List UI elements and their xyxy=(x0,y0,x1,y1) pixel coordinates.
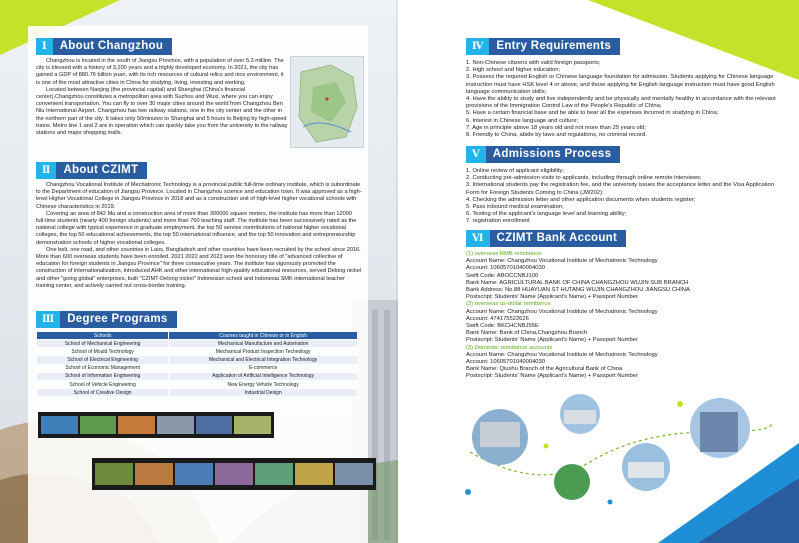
table-row xyxy=(37,348,358,356)
list-item: 6. Testing of the applicant's language level and learning ability; xyxy=(466,211,627,218)
photo-frame xyxy=(234,416,271,434)
section-title: CZIMT Bank Account xyxy=(490,230,627,247)
list-item: 8. Friendly to China, abide by laws and regulations, no criminal record. xyxy=(466,132,647,139)
photo-frame xyxy=(135,463,173,485)
remittance-heading: (1) overseas RMB remittance xyxy=(466,251,542,257)
paragraph: Covering an area of 842 Mu and a construction area of more than 300000 square meters, the institute has more than 12000 full-time students (nearly 400 foreign students) and more than 760 teaching staff. The institute has been successively rated as the national college with typical experience in graduate employment, the top 50 service contributions of national higher vocational colleges, the top 50 educational achievements, the top 50 international influence, and the top 50 innovation and entrepreneurship demonstration schools of higher vocational colleges. xyxy=(36,210,357,246)
course-cell: New Energy Vehicle Technology xyxy=(169,380,358,388)
table-row xyxy=(37,364,358,372)
degree-programs-table xyxy=(36,331,358,397)
school-cell: School of Vehicle Engineering xyxy=(37,380,169,388)
school-cell: School of Creative Design xyxy=(37,389,169,397)
account-line: Account Name: Changzhou Vocational Institute of Mechatronic Technology xyxy=(466,258,658,265)
table-row xyxy=(37,356,358,364)
section-title: Degree Programs xyxy=(60,311,176,328)
account-line: Swift Code: ABOCCNBJ100 xyxy=(466,272,539,279)
list-item: 1. Online review of applicant eligibility; xyxy=(466,168,564,174)
school-cell: School of Information Engineering xyxy=(37,372,169,380)
photo-frame xyxy=(295,463,333,485)
photo-film-strip-top xyxy=(38,412,274,438)
table-row xyxy=(37,380,358,388)
account-line: Account Name: Changzhou Vocational Institute of Mechatronic Technology xyxy=(466,308,658,315)
table-row xyxy=(37,372,358,380)
list-item: 3. International students pay the registration fee, and the university issues the acceptance letter and the Visa Application Form for Foreign Students Coming to China (JW202); xyxy=(466,182,774,196)
list-item: 7. registration enrollment xyxy=(466,218,530,225)
course-cell: Mechanical and Electrical Integration Technology xyxy=(169,356,358,364)
photo-frame xyxy=(41,416,78,434)
photo-frame xyxy=(215,463,253,485)
account-line: Account: 10605701040004030 xyxy=(466,265,545,272)
about-changzhou-text xyxy=(36,58,288,137)
list-item: 1. Non-Chinese citizens with valid foreign passports; xyxy=(466,60,601,66)
photo-frame xyxy=(95,463,133,485)
account-line: Bank Name: Qiushu Branch of the Agricultural Bank of China xyxy=(466,366,623,373)
account-line: Postscript: Students' Name (Applicant's Name) + Passport Number xyxy=(466,373,638,380)
left-page xyxy=(0,0,398,543)
list-item: 3. Possess the required English or Chinese language foundation for admission. Students applying for Chinese language instruction must have HSK level 4 or above, and those applying for English language instruction must have good English language communication skills; xyxy=(466,74,775,95)
section-degree-programs-heading xyxy=(36,311,177,328)
school-cell: School of Mould Technology xyxy=(37,348,169,356)
remittance-heading: (2) overseas us-dollar remittance xyxy=(466,301,551,308)
list-item: 6. Interest in Chinese language and culture; xyxy=(466,117,579,124)
account-line: Bank Name: AGRICULTURAL BANK OF CHINA CHANGZHOU WUJIN SUB BRANCH xyxy=(466,279,689,286)
photo-frame xyxy=(175,463,213,485)
account-line: Bank Name: Bank of China,Changzhou Branch xyxy=(466,330,588,337)
section-title: Entry Requirements xyxy=(489,38,620,55)
paragraph: One belt, one road, and other countries in Laos, Bangladesh and other countries have been recruited by the school since 2016. More than 600 overseas students have been enrolled. 2021 2022 and 2023 won the honorary title of "advanced collective of education for foreign students in Jiangsu Province" for three consecutive years. The institute has vigorously promoted the construction of internationalization, introduced AHK and other international high-quality educational resources, served Delong nickel and other "going global" enterprises, built "CZIMT-Delong nickel" Indonesian school and Indonesia SMK international teacher training center, and actively carried out cross-border training. xyxy=(36,246,362,289)
course-cell: E-commerce xyxy=(169,364,358,372)
account-line: Account Name: Changzhou Vocational Institute of Mechatronic Technology xyxy=(466,351,658,358)
section-number: Ⅳ xyxy=(466,38,489,55)
school-cell: School of Mechanical Engineering xyxy=(37,340,169,348)
photo-frame xyxy=(157,416,194,434)
section-number: Ⅴ xyxy=(466,146,486,163)
list-item: 5. Have a certain financial base and be able to bear all the expenses incurred in studying in China; xyxy=(466,110,719,117)
list-item: 5. Pass inbound medical examination; xyxy=(466,204,564,211)
school-cell: School of Economic Management xyxy=(37,364,169,372)
course-cell: Mechanical Product Inspection Technology xyxy=(169,348,358,356)
account-line: Account: 10605701040004030 xyxy=(466,359,545,366)
list-item: 2. High school and higher education; xyxy=(466,67,561,74)
section-admissions-process-heading xyxy=(466,146,620,163)
account-line: Bank Address: No.88 HUAYUAN ST HUTANG WUJIN CHANGZHOU JIANGSU CHINA xyxy=(466,287,690,294)
table-row xyxy=(37,389,358,397)
section-number: Ⅵ xyxy=(466,230,490,247)
column-header: Courses taught in Chinese or in English xyxy=(169,332,358,340)
photo-frame xyxy=(196,416,233,434)
table-header-row xyxy=(37,332,358,340)
table-row xyxy=(37,340,358,348)
section-number: Ⅱ xyxy=(36,162,56,179)
list-item: 4. Have the ability to study and live independently and be physically and mentally healthy in accordance with the relevant provisions of the Immigration Control Law of the People's Republic of China; xyxy=(466,96,776,110)
section-number: Ⅲ xyxy=(36,311,60,328)
photo-film-strip-bottom xyxy=(92,458,376,490)
list-item: 7. Age in principle above 18 years old and not more than 25 years old; xyxy=(466,124,646,131)
account-line: Account: 474175522626 xyxy=(466,315,529,322)
course-cell: Industrial Design xyxy=(169,389,358,397)
column-header: Schools xyxy=(37,332,169,340)
photo-frame xyxy=(335,463,373,485)
list-item: 2. Conducting pre-admission visits to applicants, including through online remote interviews; xyxy=(466,175,702,182)
account-line: Swift Code: BKCHCNBJ95E xyxy=(466,323,539,330)
section-title: About CZIMT xyxy=(56,162,147,179)
photo-frame xyxy=(80,416,117,434)
list-item: 4. Checking the admission letter and other application documents when students register; xyxy=(466,196,696,203)
remittance-heading: (3) Domestic remittance accounts xyxy=(466,344,553,351)
section-number: Ⅰ xyxy=(36,38,53,55)
campus-photo-circles xyxy=(450,392,780,512)
paragraph: Changzhou is located in the south of Jiangsu Province, with a population of over 5.3 million. The city is blessed with a history of 3,200 years and a highly developed economy. In 2021, the city has gained a GDP of 880.76 billion yuan, with its rich resources of cultural relics and nice environment, it is one of the most attractive cities in China for studying, living, investing and working. xyxy=(36,58,284,86)
course-cell: Application of Artificial Intelligence Technology xyxy=(169,372,358,380)
photo-frame xyxy=(255,463,293,485)
paragraph: Changzhou Vocational Institute of Mechatronic Technology is a provincial public full-time ordinary institute, which is subordinate to the Department of education of Jiangsu Province. Located in Changzhou science and education town. It was approved as a high-level Higher Vocational College in Jiangsu Province in 2018 and as a construction unit of high-level higher vocational schools with Chinese characteristics in 2019. xyxy=(36,182,362,210)
changzhou-map-image xyxy=(290,56,364,148)
section-about-changzhou-heading xyxy=(36,38,172,55)
paragraph: Located between Nanjing (the provincial capital) and Shanghai (China's financial center),Changzhou constitutes a metropolitan area with Suzhou and Wuxi, where you can enjoy convenient transportation. You can fly to over 30 major cities around the world from Changzhou Ben Niu International Airport. Changzhou has two railway stations, one in the city center and the other in the northern part of the city. It takes only 50minutes to Shanghai and 5 hours to Beijing by high-speed trains. Metro line 1 and 2 are in operation which can quickly take you from the university to the railway stations and major shopping malls. xyxy=(36,86,288,137)
section-bank-account-heading xyxy=(466,230,626,247)
account-line: Postscript: Students' Name (Applicant's Name) + Passport Number xyxy=(466,337,638,344)
photo-frame xyxy=(118,416,155,434)
admissions-process-list xyxy=(466,168,778,226)
section-entry-requirements-heading xyxy=(466,38,620,55)
bank-account-details xyxy=(466,251,778,381)
about-czimt-text xyxy=(36,182,362,290)
entry-requirements-list xyxy=(466,60,778,139)
section-about-czimt-heading xyxy=(36,162,147,179)
section-title: About Changzhou xyxy=(53,38,173,55)
course-cell: Mechanical Manufacture and Automation xyxy=(169,340,358,348)
section-title: Admissions Process xyxy=(486,146,621,163)
school-cell: School of Electrical Engineering xyxy=(37,356,169,364)
account-line: Postscript: Students' Name (Applicant's Name) + Passport Number xyxy=(466,294,638,301)
